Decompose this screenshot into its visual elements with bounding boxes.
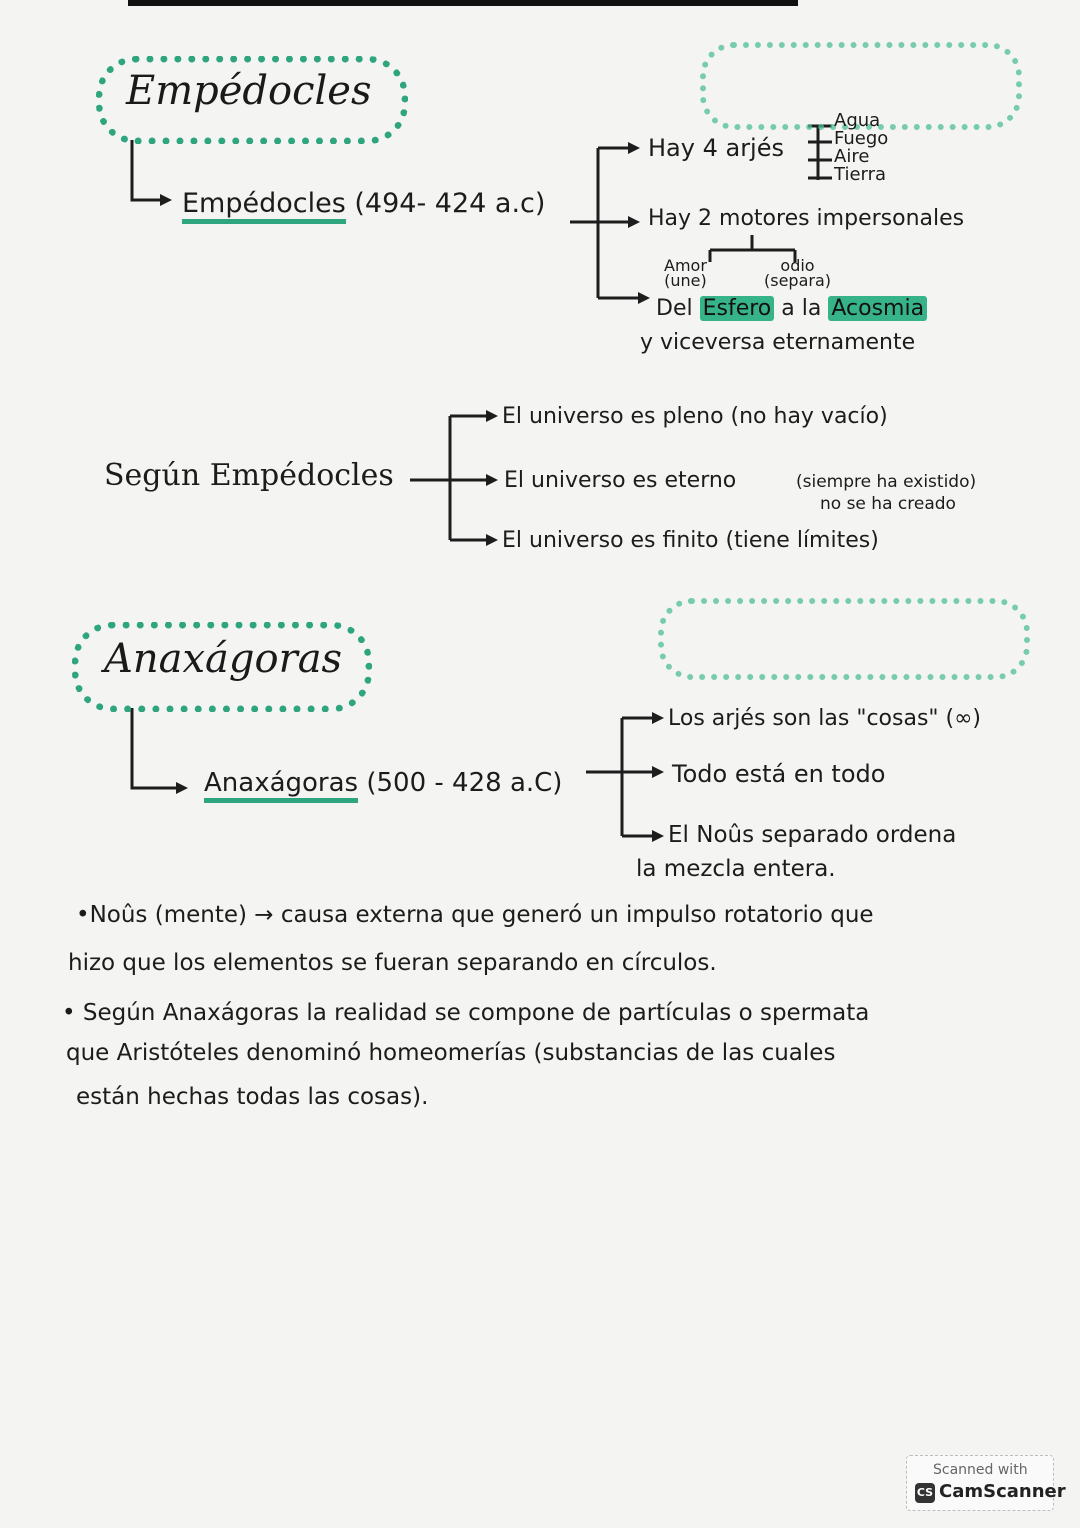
note2-line3: están hechas todas las cosas). <box>76 1084 429 1110</box>
element-aire: Aire <box>834 146 870 167</box>
note2-line1: • Según Anaxágoras la realidad se compone de partículas o spermata <box>62 1000 870 1026</box>
universe-item-pleno: El universo es pleno (no hay vacío) <box>502 404 888 429</box>
empedocles-heading: Empédocles <box>126 68 372 114</box>
eterno-note-1: (siempre ha existido) <box>796 472 977 492</box>
segun-empedocles-label: Según Empédocles <box>104 458 394 493</box>
esfero-prefix: Del <box>656 296 693 321</box>
universe-item-eterno: El universo es eterno <box>504 468 737 493</box>
anaxagoras-branch-todo: Todo está en todo <box>672 760 886 788</box>
note1-line2: hizo que los elementos se fueran separando en círculos. <box>68 950 717 976</box>
empedocles-subject-dates: (494- 424 a.c) <box>354 188 546 219</box>
amor-note: (une) <box>664 271 707 290</box>
anaxagoras-branch-arjes: Los arjés son las "cosas" (∞) <box>668 706 982 731</box>
anaxagoras-subject <box>204 768 562 798</box>
element-fuego: Fuego <box>834 128 889 149</box>
arjes-branch: Hay 4 arjés <box>648 134 784 162</box>
elements-list <box>834 112 888 184</box>
camscanner-name: CamScanner <box>939 1481 1066 1502</box>
ghost-title-box <box>658 598 1030 680</box>
camscanner-watermark <box>906 1455 1066 1511</box>
esfero-highlight: Esfero <box>700 296 775 321</box>
esfero-line2: y viceversa eternamente <box>640 330 916 355</box>
eterno-note-2: no se ha creado <box>820 494 956 514</box>
odio-word: odio <box>780 256 815 275</box>
anaxagoras-branch-nous: El Noûs separado ordena <box>668 822 957 848</box>
note2-line2: que Aristóteles denominó homeomerías (substancias de las cuales <box>66 1040 836 1066</box>
acosmia-highlight: Acosmia <box>828 296 927 321</box>
note1-line1: •Noûs (mente) → causa externa que generó un impulso rotatorio que <box>76 902 874 928</box>
anaxagoras-heading: Anaxágoras <box>104 636 343 682</box>
motores-branch: Hay 2 motores impersonales <box>648 206 965 231</box>
esfero-mid: a la <box>781 296 822 321</box>
amor-label <box>664 258 707 288</box>
element-agua: Agua <box>834 110 881 131</box>
odio-note: (separa) <box>764 271 832 290</box>
odio-label <box>764 258 831 288</box>
empedocles-subject-name: Empédocles <box>182 188 346 224</box>
anaxagoras-subject-dates: (500 - 428 a.C) <box>366 768 563 798</box>
empedocles-subject <box>182 188 545 219</box>
esfero-branch <box>656 296 927 321</box>
universe-item-finito: El universo es finito (tiene límites) <box>502 528 879 553</box>
camscanner-logo-icon: CS <box>915 1483 935 1503</box>
anaxagoras-subject-name: Anaxágoras <box>204 768 358 803</box>
anaxagoras-branch-nous-line2: la mezcla entera. <box>636 856 836 882</box>
scanned-with-label: Scanned with <box>933 1462 1028 1478</box>
element-tierra: Tierra <box>834 164 887 185</box>
amor-word: Amor <box>664 256 707 275</box>
